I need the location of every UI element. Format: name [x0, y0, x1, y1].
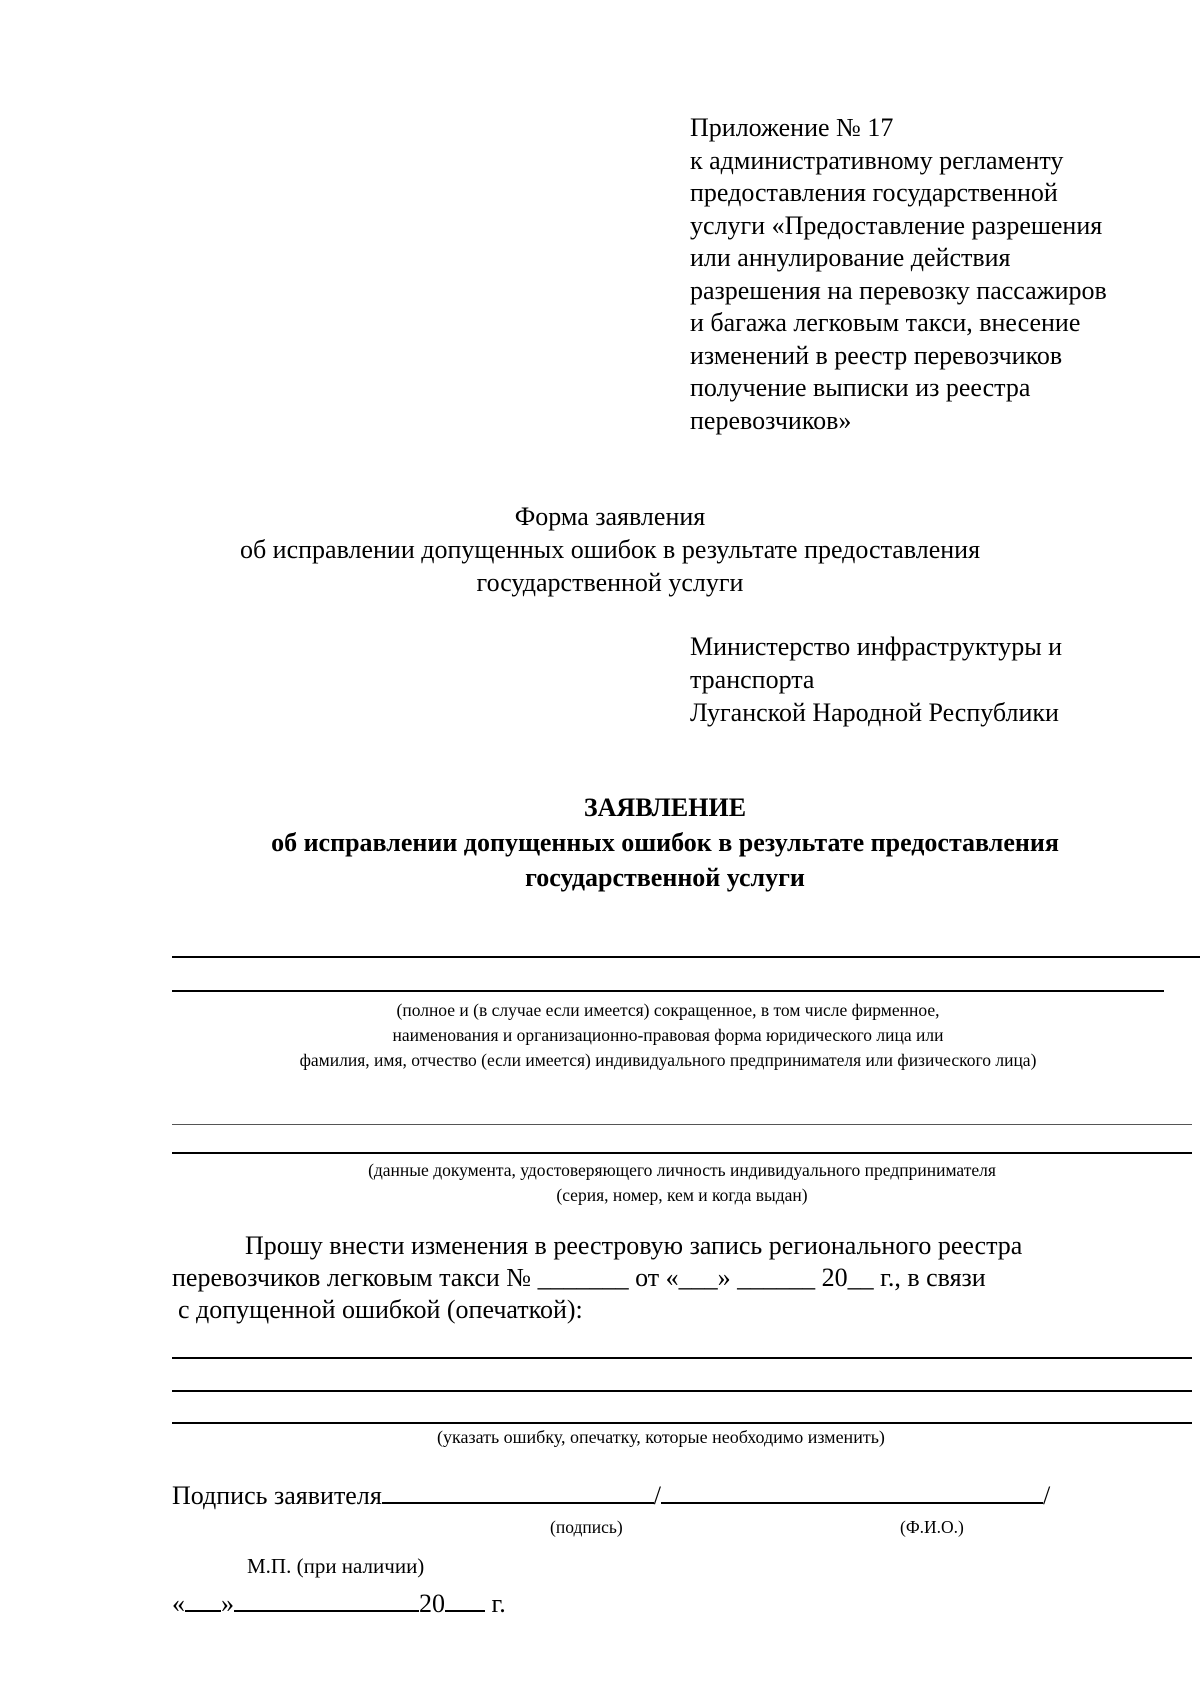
error-line-1[interactable] [172, 1357, 1192, 1359]
error-line-3[interactable] [172, 1422, 1192, 1424]
applicant-name-line-2[interactable] [172, 990, 1164, 992]
signature-end: / [1043, 1481, 1051, 1510]
caption-line: (данные документа, удостоверяющего личность индивидуального предпринимателя [368, 1160, 996, 1180]
month-field[interactable] [234, 1588, 419, 1612]
document-data-line-1[interactable] [172, 1124, 1192, 1125]
request-line-3: с допущенной ошибкой (опечаткой): [178, 1295, 583, 1324]
year-suffix: г. [491, 1589, 506, 1618]
caption-line: (полное и (в случае если имеется) сокращенное, в том числе фирменное, [396, 1000, 940, 1020]
applicant-caption [172, 998, 1164, 1073]
date-row [172, 1588, 506, 1620]
signature-label: Подпись заявителя [172, 1481, 382, 1510]
appendix-block [690, 112, 1160, 437]
form-title-line: Форма заявления [514, 502, 706, 531]
form-title-line: государственной услуги [476, 568, 744, 597]
appendix-line: перевозчиков» [690, 405, 852, 435]
appendix-line: Приложение № 17 [690, 113, 894, 142]
appendix-line: предоставления государственной [690, 178, 1058, 207]
applicant-name-line-1[interactable] [172, 956, 1200, 958]
date-close-quote: » [221, 1589, 234, 1618]
signature-field[interactable] [382, 1480, 654, 1504]
year-field[interactable] [445, 1588, 485, 1612]
appendix-line: или аннулирование действия [690, 243, 1011, 272]
year-prefix: 20 [419, 1589, 445, 1618]
signature-separator: / [653, 1481, 662, 1510]
appendix-line: разрешения на перевозку пассажиров [690, 275, 1107, 305]
appendix-line: услуги «Предоставление разрешения [690, 210, 1103, 240]
recipient-line: Министерство инфраструктуры и [690, 632, 1063, 661]
error-caption: (указать ошибку, опечатку, которые необходимо изменить) [437, 1427, 885, 1447]
request-line-1: Прошу внести изменения в реестровую запись регионального реестра [245, 1231, 1023, 1260]
heading-line: государственной услуги [525, 863, 805, 892]
request-line-2: перевозчиков легковым такси № _______ от «___» ______ 20__ г., в связи [172, 1263, 986, 1292]
day-field[interactable] [185, 1588, 221, 1612]
caption-line: (серия, номер, кем и когда выдан) [556, 1185, 808, 1205]
name-caption: (Ф.И.О.) [900, 1517, 964, 1537]
recipient-line: транспорта [690, 665, 815, 694]
recipient-block [690, 630, 1170, 729]
heading-line: об исправлении допущенных ошибок в результате предоставления [271, 828, 1059, 857]
caption-line: наименования и организационно-правовая форма юридического лица или [392, 1025, 944, 1045]
date-open-quote: « [172, 1589, 185, 1618]
document-data-line-2[interactable] [172, 1152, 1192, 1154]
error-line-2[interactable] [172, 1390, 1192, 1392]
signature-row [172, 1480, 1050, 1512]
heading-line: ЗАЯВЛЕНИЕ [583, 793, 747, 822]
appendix-line: получение выписки из реестра [690, 373, 1031, 402]
full-name-field[interactable] [661, 1480, 1043, 1504]
appendix-line: к административному регламенту [690, 145, 1064, 175]
recipient-line: Луганской Народной Республики [690, 698, 1059, 727]
form-title [120, 500, 1100, 599]
form-title-line: об исправлении допущенных ошибок в результате предоставления [239, 535, 981, 564]
appendix-line: изменений в реестр перевозчиков [690, 340, 1063, 370]
caption-line: фамилия, имя, отчество (если имеется) индивидуального предпринимателя или физического лица) [299, 1050, 1037, 1070]
document-caption [172, 1158, 1192, 1208]
appendix-line: и багажа легковым такси, внесение [690, 308, 1081, 337]
statement-heading [120, 790, 1200, 895]
sign-caption: (подпись) [550, 1517, 623, 1537]
stamp-note: М.П. (при наличии) [247, 1554, 425, 1578]
